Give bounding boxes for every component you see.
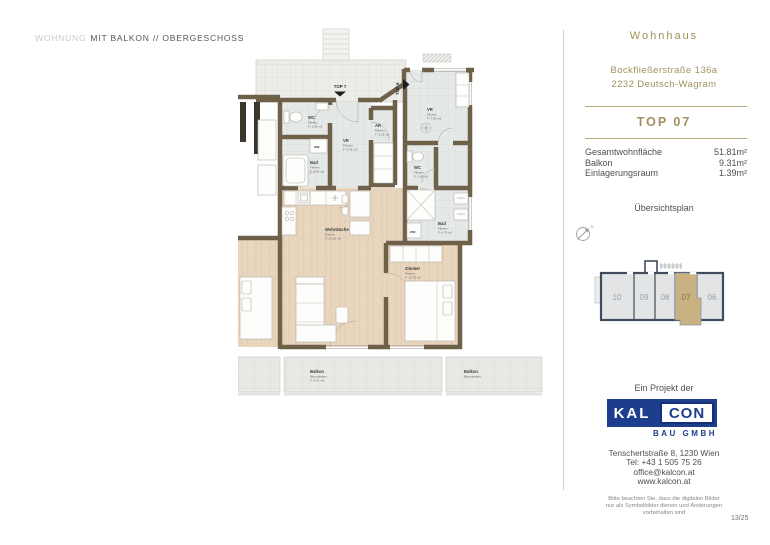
divider-line [585,106,747,107]
svg-text:F: 7.95 m2: F: 7.95 m2 [427,116,442,121]
svg-text:TOP 6: TOP 6 [395,82,400,95]
toilet [284,111,289,123]
area-row [585,147,747,158]
pillow [443,302,452,315]
svg-text:F: 26.06 m2: F: 26.06 m2 [325,236,342,241]
sofa-chaise [296,325,336,342]
cabinet [258,165,276,195]
svg-text:Balkon: Balkon [464,369,478,374]
chair [342,207,348,215]
overview-unit-06: 06 [707,292,717,302]
info-panel [565,30,763,336]
toilet [407,151,412,162]
contact-block [565,449,763,486]
svg-text:TOP 7: TOP 7 [333,84,347,89]
vanity [454,193,468,204]
area-value: 1.39m² [718,168,747,178]
cabinet [258,120,276,160]
svg-text:F: 1.90 m2: F: 1.90 m2 [308,124,323,129]
svg-text:F: 9.31 m2: F: 9.31 m2 [310,378,325,383]
svg-text:F: 3.82 m2: F: 3.82 m2 [310,169,325,174]
svg-text:Fliesen: Fliesen [414,170,424,175]
svg-text:Betonplatten: Betonplatten [310,374,327,379]
svg-text:Parkett: Parkett [325,232,335,237]
overview-unit-09: 09 [639,292,649,302]
logo-text-con: CON [660,402,714,424]
area-value: 9.31m² [718,157,747,168]
svg-text:Fliesen: Fliesen [375,128,385,133]
overview-plan [565,219,763,336]
coffee-table [336,307,348,323]
svg-text:Parkett: Parkett [405,271,415,276]
disclaimer-line: vorbehalten sind [642,510,686,517]
address-line-1: Bockfließerstraße 136a [610,65,718,76]
svg-text:Zimmer: Zimmer [405,266,421,271]
toilet [413,152,424,161]
area-label: Gesamtwohnfläche [585,147,663,157]
address-line-2: 2232 Deutsch-Wagram [611,79,717,90]
svg-text:F: 3.15 m2: F: 3.15 m2 [375,132,390,137]
overview-unit-07: 07 [681,292,691,302]
svg-text:Fliesen: Fliesen [438,226,448,231]
compass-icon [577,227,590,240]
svg-text:Fliesen: Fliesen [427,112,437,117]
sofa [296,277,324,284]
svg-text:AR: AR [375,123,382,128]
area-label: Balkon [585,157,613,168]
page-title-main: MIT BALKON // OBERGESCHOSS [90,33,245,43]
svg-text:VR: VR [427,107,433,112]
page-number: 13/25 [731,515,749,522]
area-label: Einlagerungsraum [585,168,659,178]
cabinet [456,73,469,107]
logo-subline: BAU GMBH [653,429,717,438]
area-table [585,147,747,179]
contact-email: office@kalcon.at [633,466,695,477]
svg-text:Betonplatten: Betonplatten [464,374,481,379]
project-name: Wohnhaus [629,30,699,42]
svg-text:Bad: Bad [438,221,446,226]
overview-unit-08: 08 [660,292,670,302]
shelf [374,143,393,183]
overview-unit-10: 10 [612,292,622,302]
svg-text:Balkon: Balkon [310,369,324,374]
area-row [585,158,747,169]
svg-text:F: 1.42 m2: F: 1.42 m2 [414,174,429,179]
disclaimer-line: nur als Symbolbilder dienen und Änderungen [605,503,723,510]
contact-street: Tenschertstraße 8, 1230 Wien [608,448,720,458]
svg-text:WC: WC [414,165,421,170]
overview-plan-drawing [569,219,759,331]
svg-text:Wohnküche: Wohnküche [325,227,349,232]
building-hatch [660,263,682,269]
toilet [290,112,302,122]
washing-machine-label: WM [410,230,416,234]
contact-phone: Tel: +43 1 505 75 26 [626,457,702,468]
svg-text:Bad: Bad [310,160,318,165]
staircase [323,29,349,60]
page-title-prefix: WOHNUNG [35,33,87,43]
project-credit: Ein Projekt der [634,383,694,393]
pillow [443,285,452,298]
cooktop [282,207,296,235]
dining-table [350,191,370,217]
balcony-railing [238,394,542,396]
compass-north-label: N [590,223,594,229]
washing-machine-label: WM [314,145,320,149]
sideboard [350,221,370,235]
page-title [35,33,244,43]
svg-text:F: 4.75 m2: F: 4.75 m2 [438,230,453,235]
building-stairs [645,261,657,273]
floor-plan-drawing [238,25,548,435]
svg-text:Fliesen: Fliesen [310,165,320,170]
svg-text:F: 5.24 m2: F: 5.24 m2 [343,147,358,152]
svg-text:VR: VR [343,138,349,143]
balconies [238,357,542,395]
svg-text:F: 13.35 m2: F: 13.35 m2 [405,275,422,280]
neighbor-wall-stub [240,102,246,142]
unit-title: TOP 07 [636,115,692,129]
svg-text:Fliesen: Fliesen [343,143,353,148]
vanity [454,209,468,220]
svg-text:Fliesen: Fliesen [308,120,318,125]
railing-hatch [423,54,451,62]
disclaimer-line: Bitte beachten Sie, dass die digitalen Bilder [608,496,720,502]
divider-line [585,138,747,139]
area-value: 51.81m² [713,147,747,157]
pillow [242,298,251,311]
chair [342,195,348,203]
logo-text-kal: KAL [613,404,651,422]
kalcon-logo-box [607,399,717,427]
pillow [242,281,251,294]
area-row [585,168,747,179]
project-address [565,64,763,92]
svg-text:WC: WC [308,115,315,120]
panel-divider [563,30,564,490]
contact-website: www.kalcon.at [637,475,691,486]
sink [316,103,328,110]
overview-plan-label: Übersichtsplan [634,202,694,213]
kalcon-logo [607,399,717,438]
